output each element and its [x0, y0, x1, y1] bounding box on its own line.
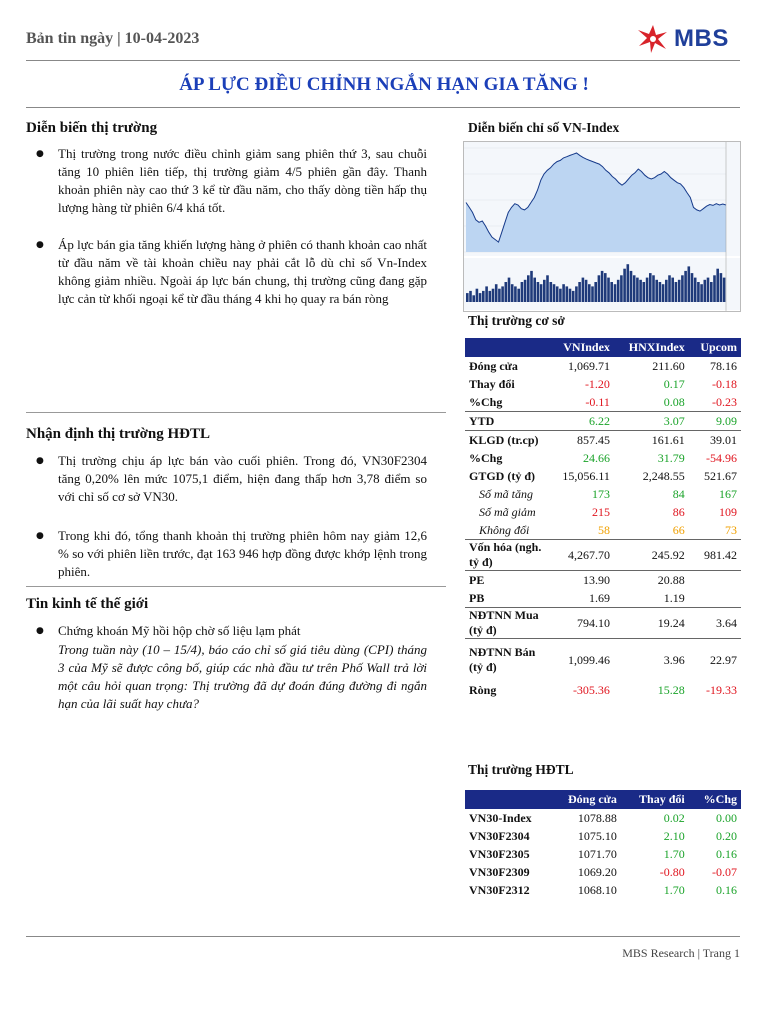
- volume-bar: [688, 266, 691, 302]
- table-row: [465, 639, 741, 682]
- row-label: VN30F2304: [469, 828, 530, 843]
- volume-bar: [517, 289, 520, 302]
- cell-value: 0.00: [716, 810, 737, 825]
- volume-bar: [594, 282, 597, 302]
- cell-value: 22.97: [689, 639, 741, 682]
- page-title: ÁP LỰC ĐIỀU CHỈNH NGẮN HẠN GIA TĂNG !: [179, 74, 589, 95]
- table-row: [465, 571, 741, 590]
- cell-value: [689, 589, 741, 608]
- volume-bar: [643, 282, 646, 302]
- table-row: [465, 681, 741, 699]
- cell-value: 0.20: [716, 828, 737, 843]
- cell-value: 20.88: [614, 571, 689, 590]
- volume-bar: [630, 271, 633, 302]
- cell-value: 73: [725, 522, 737, 537]
- volume-bar: [521, 282, 524, 302]
- volume-bar: [476, 289, 479, 302]
- cell-value: 245.92: [614, 540, 689, 571]
- vnindex-chart: [463, 141, 741, 312]
- volume-bar: [713, 275, 716, 302]
- futures-title: Thị trường HĐTL: [468, 762, 574, 777]
- cell-value: -0.11: [585, 394, 610, 409]
- column-header: Đóng cửa: [549, 790, 621, 809]
- cell-value: 9.09: [689, 412, 741, 431]
- table-row: [465, 827, 741, 845]
- volume-bar: [495, 284, 498, 302]
- cell-value: -305.36: [572, 682, 610, 697]
- volume-bar: [530, 271, 533, 302]
- row-label: Số mã tăng: [479, 486, 533, 501]
- volume-bar: [655, 280, 658, 302]
- cell-value: [689, 571, 741, 590]
- volume-bar: [575, 286, 578, 302]
- row-label: KLGD (tr.cp): [465, 431, 549, 450]
- volume-bar: [636, 278, 639, 302]
- table-row: [465, 809, 741, 827]
- cell-value: 1069.20: [577, 864, 617, 879]
- cell-value: 78.16: [710, 358, 737, 373]
- row-label: %Chg: [469, 450, 503, 465]
- table-row: [465, 412, 741, 431]
- table-row: [465, 375, 741, 393]
- volume-bar: [469, 291, 472, 302]
- volume-bar: [610, 282, 613, 302]
- mbs-logo: [636, 24, 729, 54]
- cell-value: 0.16: [716, 882, 737, 897]
- cell-value: 1071.70: [577, 846, 617, 861]
- volume-bar: [572, 291, 575, 302]
- volume-bar: [662, 284, 665, 302]
- cell-value: 1.19: [663, 590, 685, 605]
- bullet-icon: ●: [36, 240, 44, 250]
- cell-value: 3.64: [689, 608, 741, 639]
- volume-bar: [723, 278, 726, 302]
- volume-bar: [697, 282, 700, 302]
- row-label: VN30F2312: [469, 882, 530, 897]
- volume-bar: [623, 269, 626, 302]
- derivatives-bullet-1: ● Thị trường chịu áp lực bán vào cuối phiên. Trong đó, VN30F2304 tăng 0,20% lên mức 1075,1 điểm, hiện đang thấp hơn 3,78 điểm so với chỉ số cơ sở VN30.: [36, 453, 427, 504]
- cell-value: 109: [719, 504, 737, 519]
- volume-bar: [646, 278, 649, 302]
- cell-value: 24.66: [582, 450, 610, 465]
- cell-value: 215: [591, 504, 610, 519]
- volume-bar: [614, 284, 617, 302]
- cell-value: 173: [591, 486, 610, 501]
- table-row: [465, 503, 741, 521]
- cell-value: 3.96: [614, 639, 689, 682]
- cell-value: -1.20: [584, 376, 610, 391]
- volume-bar: [671, 278, 674, 302]
- volume-bar: [466, 293, 469, 302]
- column-header: HNXIndex: [614, 338, 689, 357]
- vnindex-chart-svg: [464, 142, 740, 311]
- section-title-market: Diễn biến thị trường: [26, 120, 158, 136]
- cell-value: 981.42: [689, 540, 741, 571]
- volume-bar: [668, 275, 671, 302]
- cell-value: -0.23: [712, 394, 737, 409]
- cell-value: 794.10: [549, 608, 614, 639]
- cell-value: 3.07: [614, 412, 689, 431]
- volume-bar: [710, 282, 713, 302]
- cell-value: 521.67: [704, 468, 737, 483]
- volume-bar: [550, 282, 553, 302]
- volume-bar: [562, 284, 565, 302]
- table-row: [465, 467, 741, 485]
- cell-value: 6.22: [549, 412, 614, 431]
- volume-bar: [582, 278, 585, 302]
- volume-bar: [598, 275, 601, 302]
- base-market-title: Thị trường cơ sở: [468, 313, 565, 328]
- column-header: Thay đổi: [621, 790, 689, 809]
- volume-bar: [566, 286, 569, 302]
- row-label: VN30-Index: [469, 810, 532, 825]
- volume-bar: [591, 286, 594, 302]
- table-row: [465, 393, 741, 412]
- table-row: [465, 485, 741, 503]
- volume-bar: [620, 275, 623, 302]
- volume-bar: [514, 286, 517, 302]
- section-title-world: Tin kinh tế thế giới: [26, 596, 149, 612]
- cell-value: 1078.88: [577, 810, 617, 825]
- volume-bar: [659, 282, 662, 302]
- world-news-body: Trong tuần này (10 – 15/4), báo cáo chỉ số giá tiêu dùng (CPI) tháng 3 của Mỹ sẽ được công bố, giúp các nhà đầu tư trên Phố Wall trả lời một câu hỏi quan trọng: Thị trường đã dự đoán đúng đường đi ngắn hạn của lãi suất hay chưa?: [58, 642, 427, 711]
- volume-bar: [485, 286, 488, 302]
- volume-bar: [627, 264, 630, 302]
- cell-value: 19.24: [614, 608, 689, 639]
- bullet-icon: ●: [36, 149, 44, 159]
- row-label: VN30F2305: [469, 846, 530, 861]
- volume-bar: [588, 284, 591, 302]
- cell-value: 39.01: [689, 431, 741, 450]
- section-title-derivatives: Nhận định thị trường HĐTL: [26, 426, 211, 442]
- volume-bar: [472, 295, 475, 302]
- row-label: Đóng cửa: [469, 358, 518, 373]
- header-spacer: [465, 790, 549, 809]
- bullet-icon: ●: [36, 456, 44, 466]
- volume-bar: [707, 278, 710, 302]
- cell-value: 0.02: [663, 810, 685, 825]
- volume-bar: [556, 286, 559, 302]
- volume-bar: [540, 284, 543, 302]
- cell-value: 4,267.70: [549, 540, 614, 571]
- volume-bar: [601, 271, 604, 302]
- row-label: Vốn hóa (ngh. tỷ đ): [465, 540, 549, 571]
- volume-bar: [527, 275, 530, 302]
- market-bullet-2: ● Áp lực bán gia tăng khiến lượng hàng ở phiên có thanh khoản cao nhất từ đầu năm về tài khoản chiều nay phải cắt lỗ dù chỉ số Vn-Index không giảm nhiều. Ngoài áp lực bán chung, thị trường cũng đang gặp lực cản từ khối ngoại kể từ đầu tháng 4 khi họ quay ra bán ròng: [36, 237, 427, 306]
- volume-bar: [553, 284, 556, 302]
- cell-value: 15,056.11: [562, 468, 610, 483]
- volume-bar: [546, 275, 549, 302]
- volume-bar: [678, 280, 681, 302]
- volume-bar: [665, 280, 668, 302]
- volume-bar: [505, 282, 508, 302]
- volume-bar: [691, 273, 694, 302]
- title-divider: [26, 107, 740, 108]
- volume-bar: [511, 284, 514, 302]
- cell-value: 1,099.46: [549, 639, 614, 682]
- table-row: [465, 431, 741, 450]
- table-row: [465, 863, 741, 881]
- row-label: PE: [465, 571, 549, 590]
- volume-bar: [681, 275, 684, 302]
- cell-value: 167: [719, 486, 737, 501]
- volume-bar: [559, 289, 562, 302]
- table-row: [465, 357, 741, 375]
- volume-bar: [675, 282, 678, 302]
- cell-value: 31.79: [657, 450, 685, 465]
- bullet-icon: ●: [36, 626, 44, 636]
- table-header-row: [465, 790, 741, 809]
- cell-value: 1.70: [663, 846, 685, 861]
- volume-bar: [578, 282, 581, 302]
- world-bullet: ● Chứng khoán Mỹ hồi hộp chờ số liệu lạm phát: [36, 623, 301, 638]
- volume-bar: [508, 278, 511, 302]
- brand-name: MBS: [674, 25, 729, 52]
- volume-bar: [543, 280, 546, 302]
- table-row: [465, 881, 741, 899]
- cell-value: -0.80: [659, 864, 685, 879]
- cell-value: 2,248.55: [642, 468, 685, 483]
- volume-bar: [649, 273, 652, 302]
- cell-value: 1075.10: [577, 828, 617, 843]
- cell-value: -0.18: [712, 376, 737, 391]
- futures-table: [465, 790, 741, 899]
- volume-bar: [704, 280, 707, 302]
- column-header: Upcom: [689, 338, 741, 357]
- cell-value: 15.28: [657, 682, 685, 697]
- cell-value: -0.07: [712, 864, 737, 879]
- derivatives-bullet-2: ● Trong khi đó, tổng thanh khoản thị trường phiên hôm nay giảm 12,6 % so với phiên liền trước, đạt 163 946 hợp đồng được khớp lệnh trong phiên.: [36, 528, 427, 579]
- volume-bar: [533, 278, 536, 302]
- footer-page-info: MBS Research | Trang 1: [622, 946, 740, 960]
- row-label: Số mã giảm: [479, 504, 536, 519]
- volume-bar: [492, 289, 495, 302]
- section-divider: [26, 412, 446, 413]
- row-label: YTD: [465, 412, 549, 431]
- cell-value: 1,069.71: [567, 358, 610, 373]
- volume-bar: [639, 280, 642, 302]
- row-label: NĐTNN Mua (tỷ đ): [465, 608, 549, 639]
- volume-bar: [684, 271, 687, 302]
- header-divider: [26, 60, 740, 61]
- table-row: [465, 845, 741, 863]
- bullet-icon: ●: [36, 531, 44, 541]
- table-row: [465, 608, 741, 639]
- footer-divider: [26, 936, 740, 937]
- cell-value: 161.61: [614, 431, 689, 450]
- cell-value: 857.45: [549, 431, 614, 450]
- row-label: GTGD (tỷ đ): [469, 468, 535, 483]
- volume-bar: [498, 289, 501, 302]
- volume-bar: [716, 269, 719, 302]
- volume-bar: [482, 291, 485, 302]
- cell-value: 66: [672, 522, 685, 537]
- volume-bar: [617, 280, 620, 302]
- cell-value: -54.96: [706, 450, 737, 465]
- header-spacer: [465, 338, 549, 357]
- chart-title: Diễn biến chỉ số VN-Index: [468, 120, 620, 135]
- cell-value: 86: [672, 504, 685, 519]
- volume-bar: [694, 278, 697, 302]
- cell-value: 2.10: [663, 828, 685, 843]
- volume-bar: [607, 278, 610, 302]
- volume-bar: [524, 280, 527, 302]
- volume-bar: [604, 273, 607, 302]
- volume-bar: [537, 282, 540, 302]
- row-label: Thay đổi: [469, 376, 515, 391]
- market-bullet-1: ● Thị trường trong nước điều chỉnh giảm sang phiên thứ 3, sau chuỗi tăng 10 phiên liên tiếp, thị trường giảm 4/5 phiên gần đây. Thanh khoản phiên này cao thứ 3 kể từ đầu năm, cho thấy dòng tiền hấp thụ lượng hàng từ phiên 6/4 khá tốt.: [36, 146, 427, 215]
- cell-value: 0.08: [663, 394, 685, 409]
- row-label: VN30F2309: [469, 864, 530, 879]
- cell-value: 58: [597, 522, 610, 537]
- table-row: [465, 540, 741, 571]
- table-row: [465, 589, 741, 608]
- row-label: Không đổi: [479, 522, 530, 537]
- mbs-star-icon: [636, 24, 670, 54]
- volume-bar: [720, 273, 723, 302]
- cell-value: 13.90: [549, 571, 614, 590]
- section-divider: [26, 586, 446, 587]
- cell-value: -19.33: [706, 682, 737, 697]
- report-date: Bản tin ngày | 10-04-2023: [26, 30, 200, 47]
- volume-bar: [633, 275, 636, 302]
- volume-bar: [489, 291, 492, 302]
- cell-value: 0.17: [663, 376, 685, 391]
- table-header-row: [465, 338, 741, 357]
- column-header: %Chg: [689, 790, 741, 809]
- cell-value: 84: [672, 486, 685, 501]
- cell-value: 1068.10: [577, 882, 617, 897]
- table-row: [465, 521, 741, 540]
- row-label: PB: [469, 590, 485, 605]
- base-market-table: [465, 338, 741, 699]
- row-label: NĐTNN Bán (tỷ đ): [465, 639, 549, 682]
- table-row: [465, 449, 741, 467]
- row-label: Ròng: [469, 682, 497, 697]
- cell-value: 0.16: [716, 846, 737, 861]
- volume-bar: [585, 280, 588, 302]
- volume-bar: [501, 286, 504, 302]
- cell-value: 1.70: [663, 882, 685, 897]
- volume-bar: [700, 284, 703, 302]
- volume-bar: [479, 293, 482, 302]
- cell-value: 211.60: [652, 358, 685, 373]
- volume-bar: [652, 275, 655, 302]
- row-label: %Chg: [469, 394, 503, 409]
- column-header: VNIndex: [549, 338, 614, 357]
- volume-bar: [569, 289, 572, 302]
- cell-value: 1.69: [588, 590, 610, 605]
